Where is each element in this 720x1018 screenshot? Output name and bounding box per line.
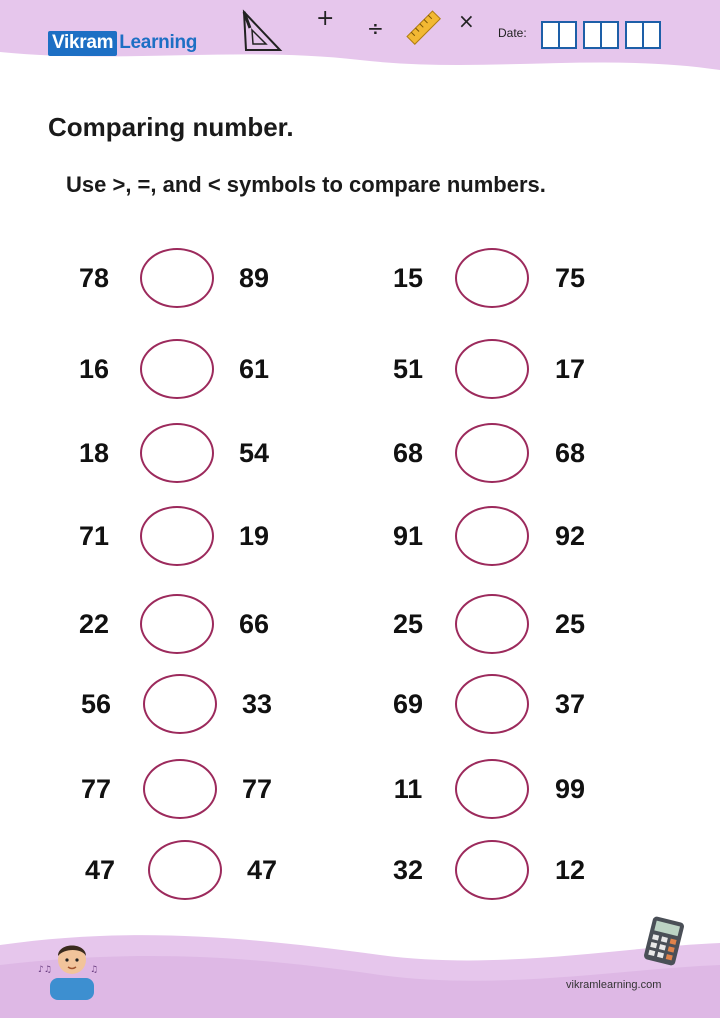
right-number-a: 11 xyxy=(393,774,423,804)
answer-circle-right-4[interactable] xyxy=(455,506,529,566)
answer-circle-right-8[interactable] xyxy=(455,840,529,900)
answer-circle-left-3[interactable] xyxy=(140,423,214,483)
answer-circle-left-4[interactable] xyxy=(140,506,214,566)
calculator-icon xyxy=(640,915,688,967)
answer-circle-left-6[interactable] xyxy=(143,674,217,734)
svg-text:♫: ♫ xyxy=(90,965,99,975)
answer-circle-left-5[interactable] xyxy=(140,594,214,654)
date-boxes xyxy=(541,21,661,49)
answer-circle-right-1[interactable] xyxy=(455,248,529,308)
right-number-b: 37 xyxy=(554,689,586,719)
right-number-b: 92 xyxy=(554,521,586,551)
left-number-b: 47 xyxy=(246,855,278,885)
left-number-b: 33 xyxy=(241,689,273,719)
right-number-a: 15 xyxy=(392,263,424,293)
right-number-a: 91 xyxy=(392,521,424,551)
left-number-a: 78 xyxy=(78,263,110,293)
right-number-a: 68 xyxy=(392,438,424,468)
left-number-b: 89 xyxy=(238,263,270,293)
right-number-b: 25 xyxy=(554,609,586,639)
date-label: Date: xyxy=(498,26,527,40)
right-number-a: 32 xyxy=(392,855,424,885)
left-number-b: 66 xyxy=(238,609,270,639)
right-number-b: 99 xyxy=(554,774,586,804)
answer-circle-left-1[interactable] xyxy=(140,248,214,308)
right-number-b: 75 xyxy=(554,263,586,293)
answer-circle-left-8[interactable] xyxy=(148,840,222,900)
brand-part1: Vikram xyxy=(48,31,117,56)
right-number-a: 51 xyxy=(392,354,424,384)
answer-circle-left-2[interactable] xyxy=(140,339,214,399)
divide-icon: ÷ xyxy=(367,16,384,40)
left-number-b: 19 xyxy=(238,521,270,551)
answer-circle-right-2[interactable] xyxy=(455,339,529,399)
left-number-b: 61 xyxy=(238,354,270,384)
date-year-boxes[interactable] xyxy=(625,21,661,49)
plus-icon: + xyxy=(316,6,335,31)
answer-circle-right-3[interactable] xyxy=(455,423,529,483)
right-number-a: 25 xyxy=(392,609,424,639)
answer-circle-left-7[interactable] xyxy=(143,759,217,819)
date-day-boxes[interactable] xyxy=(541,21,577,49)
page-title: Comparing number. xyxy=(48,112,294,142)
left-number-b: 77 xyxy=(241,774,273,804)
left-number-a: 56 xyxy=(80,689,112,719)
answer-circle-right-6[interactable] xyxy=(455,674,529,734)
left-number-a: 77 xyxy=(80,774,112,804)
right-number-a: 69 xyxy=(392,689,424,719)
left-number-a: 16 xyxy=(78,354,110,384)
student-illustration xyxy=(36,928,106,1000)
brand-part2: Learning xyxy=(119,32,198,53)
ruler-icon xyxy=(404,8,444,48)
footer-band xyxy=(0,925,720,1018)
left-number-a: 47 xyxy=(84,855,116,885)
date-month-boxes[interactable] xyxy=(583,21,619,49)
website-link[interactable]: vikramlearning.com xyxy=(566,979,662,991)
brand-logo xyxy=(48,30,197,56)
right-number-b: 12 xyxy=(554,855,586,885)
left-number-a: 71 xyxy=(78,521,110,551)
left-number-a: 18 xyxy=(78,438,110,468)
instruction-text: Use >, =, and < symbols to compare numbers. xyxy=(66,172,546,197)
right-number-b: 17 xyxy=(554,354,586,384)
left-number-b: 54 xyxy=(238,438,270,468)
answer-circle-right-5[interactable] xyxy=(455,594,529,654)
answer-circle-right-7[interactable] xyxy=(455,759,529,819)
set-square-icon xyxy=(240,8,284,54)
right-number-b: 68 xyxy=(554,438,586,468)
svg-text:♪♫: ♪♫ xyxy=(38,965,52,975)
multiply-icon: × xyxy=(458,9,475,33)
left-number-a: 22 xyxy=(78,609,110,639)
